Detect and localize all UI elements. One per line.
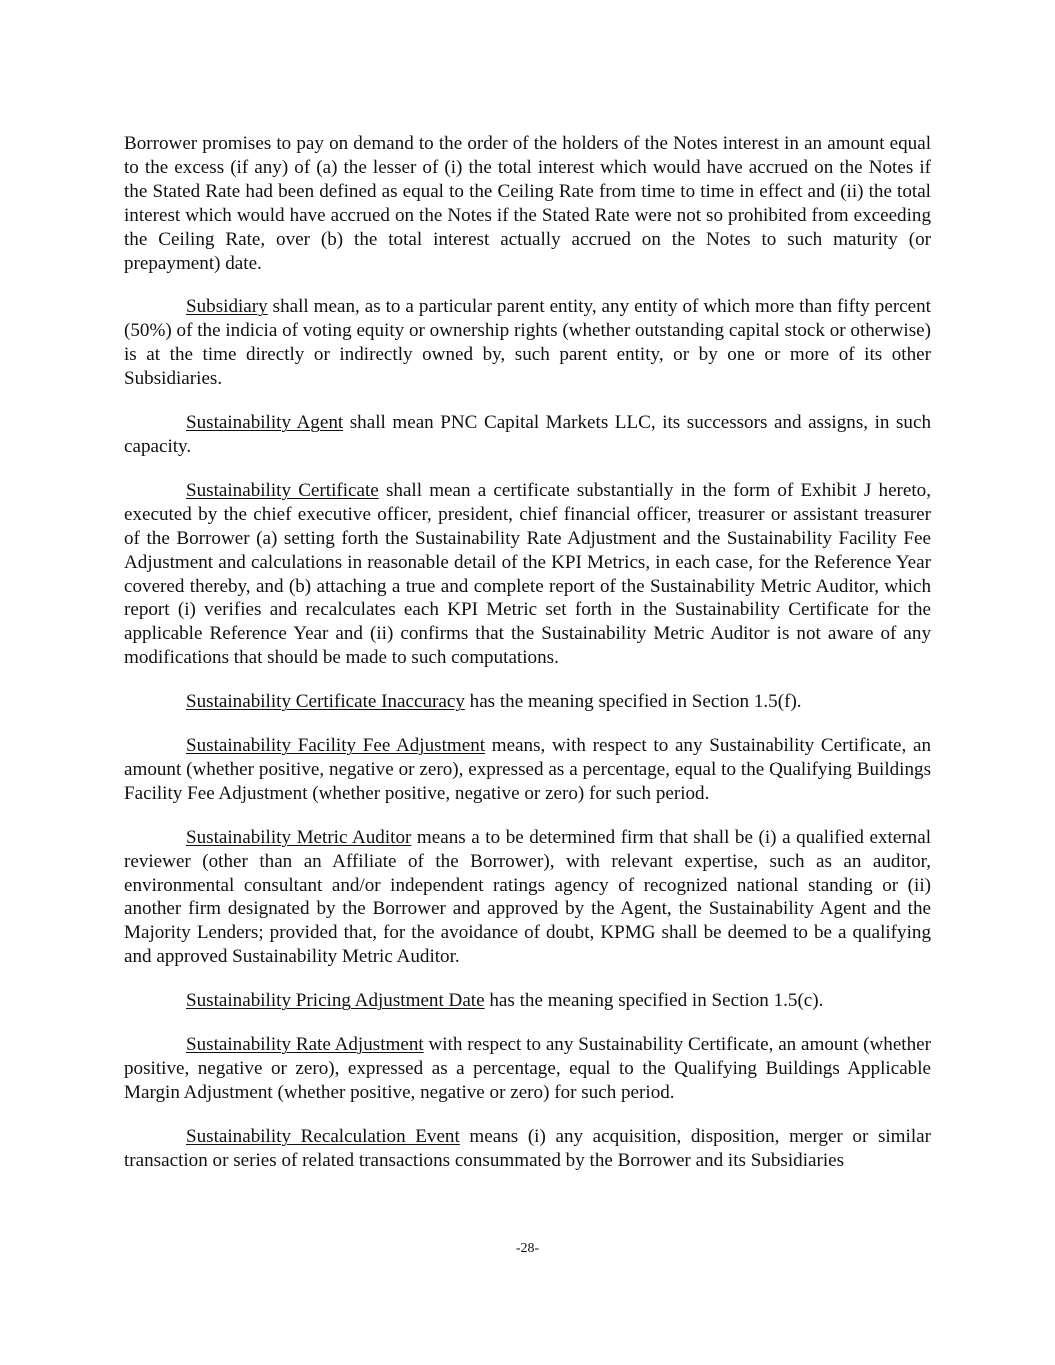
document-page-body bbox=[124, 132, 931, 1193]
defined-term: Sustainability Recalculation Event bbox=[186, 1125, 460, 1147]
definition-subsidiary bbox=[124, 295, 931, 391]
definition-text: has the meaning specified in Section 1.5(f). bbox=[464, 691, 802, 713]
definition-sustainability-recalculation-event bbox=[124, 1125, 931, 1173]
definition-sustainability-metric-auditor bbox=[124, 826, 931, 969]
defined-term: Sustainability Pricing Adjustment Date bbox=[186, 990, 485, 1012]
definition-text: means a to be determined firm that shall be (i) a qualified external reviewer (other than an Affiliate of the Borrower), with relevant expertise, such as an auditor, environmental consultant and/or independent ratings agency of recognized national standing or (ii) another firm designated by the Borrower and approved by the Agent, the Sustainability Agent and the Majority Lenders; provided that, for the avoidance of doubt, KPMG shall be deemed to be a qualifying and approved Sustainability Metric Auditor. bbox=[124, 826, 932, 968]
definition-text: shall mean a certificate substantially in the form of Exhibit J hereto, executed by the chief executive officer, president, chief financial officer, treasurer or assistant treasurer of the Borrower (a) setting forth the Sustainability Rate Adjustment and the Sustainability Facility Fee Adjustment and calculations in reasonable detail of the KPI Metrics, in each case, for the Reference Year covered thereby, and (b) attaching a true and complete report of the Sustainability Metric Auditor, which report (i) verifies and recalculates each KPI Metric set forth in the Sustainability Certificate for the applicable Reference Year and (ii) confirms that the Sustainability Metric Auditor is not aware of any modifications that should be made to such computations. bbox=[124, 479, 931, 669]
defined-term: Sustainability Agent bbox=[186, 412, 344, 434]
definition-text: with respect to any Sustainability Certificate, an amount (whether positive, negative or zero), expressed as a percentage, equal to the Qualifying Buildings Applicable Margin Adjustment (whether positive, negative or zero) for such period. bbox=[124, 1034, 931, 1103]
definition-sustainability-agent bbox=[124, 411, 931, 459]
definition-sustainability-certificate bbox=[124, 479, 931, 670]
definition-sustainability-rate-adjustment bbox=[124, 1033, 931, 1105]
paragraph-text: Borrower promises to pay on demand to the order of the holders of the Notes interest in an amount equal to the excess (if any) of (a) the lesser of (i) the total interest which would have accrued on the Notes if the Stated Rate had been defined as equal to the Ceiling Rate from time to time in effect and (ii) the total interest which would have accrued on the Notes if the Stated Rate were not so prohibited from exceeding the Ceiling Rate, over (b) the total interest actually accrued on the Notes to such maturity (or prepayment) date. bbox=[124, 133, 931, 274]
definition-text: shall mean, as to a particular parent entity, any entity of which more than fifty percent (50%) of the indicia of voting equity or ownership rights (whether outstanding capital stock or otherwise) is at the time directly or indirectly owned by, such parent entity, or by one or more of its other Subsidiaries. bbox=[124, 296, 931, 390]
definition-text: shall mean PNC Capital Markets LLC, its successors and assigns, in such capacity. bbox=[124, 412, 931, 457]
definition-text: has the meaning specified in Section 1.5(c). bbox=[484, 990, 824, 1012]
defined-term: Sustainability Facility Fee Adjustment bbox=[186, 735, 486, 757]
definition-text: means (i) any acquisition, disposition, merger or similar transaction or series of related transactions consummated by the Borrower and its Subsidiaries bbox=[124, 1125, 931, 1171]
page-number: -28- bbox=[515, 1241, 540, 1256]
paragraph-continuation bbox=[124, 132, 931, 275]
defined-term: Sustainability Certificate Inaccuracy bbox=[186, 691, 465, 713]
defined-term: Sustainability Rate Adjustment bbox=[186, 1034, 424, 1056]
definition-text: means, with respect to any Sustainability Certificate, an amount (whether positive, negative or zero), expressed as a percentage, equal to the Qualifying Buildings Facility Fee Adjustment (whether positive, negative or zero) for such period. bbox=[124, 735, 931, 804]
definition-sustainability-facility-fee-adjustment bbox=[124, 734, 931, 806]
definition-sustainability-certificate-inaccuracy bbox=[124, 690, 931, 714]
defined-term: Subsidiary bbox=[186, 296, 268, 318]
definition-sustainability-pricing-adjustment-date bbox=[124, 989, 931, 1013]
defined-term: Sustainability Metric Auditor bbox=[186, 826, 412, 848]
defined-term: Sustainability Certificate bbox=[186, 479, 379, 501]
